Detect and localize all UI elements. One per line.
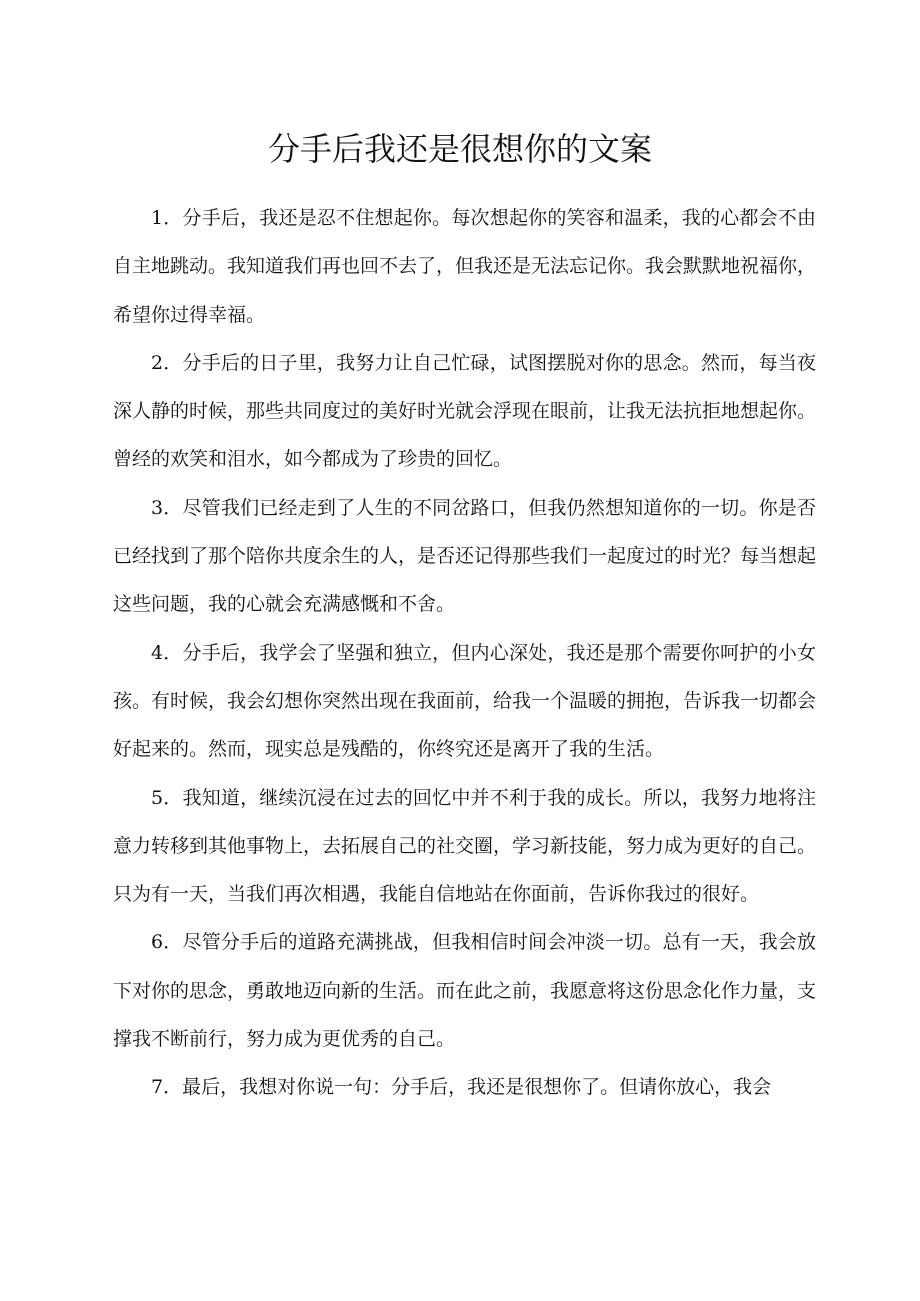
paragraph-7: 7．最后，我想对你说一句：分手后，我还是很想你了。但请你放心，我会 [151,1076,772,1099]
paragraph-5: 5．我知道，继续沉浸在过去的回忆中并不利于我的成长。所以，我努力地将注意力转移到其他事物上，去拓展自己的社交圈，学习新技能，努力成为更好的自己。只为有一天，当我们再次相遇，我能自信地站在你面前，告诉你我过的很好。 [113,786,817,906]
paragraph-4: 4．分手后，我学会了坚强和独立，但内心深处，我还是那个需要你呵护的小女孩。有时候，我会幻想你突然出现在我面前，给我一个温暖的拥抱，告诉我一切都会好起来的。然而，现实总是残酷的，你终究还是离开了我的生活。 [113,641,817,761]
paragraph-3: 3．尽管我们已经走到了人生的不同岔路口，但我仍然想知道你的一切。你是否已经找到了那个陪你共度余生的人，是否还记得那些我们一起度过的时光？每当想起这些问题，我的心就会充满感慨和不舍。 [113,496,817,616]
paragraph-2: 2．分手后的日子里，我努力让自己忙碌，试图摆脱对你的思念。然而，每当夜深人静的时候，那些共同度过的美好时光就会浮现在眼前，让我无法抗拒地想起你。曾经的欢笑和泪水，如今都成为了珍贵的回忆。 [113,351,817,471]
paragraph-6: 6．尽管分手后的道路充满挑战，但我相信时间会冲淡一切。总有一天，我会放下对你的思念，勇敢地迈向新的生活。而在此之前，我愿意将这份思念化作力量，支撑我不断前行，努力成为更优秀的自己。 [113,931,817,1051]
paragraph-1: 1．分手后，我还是忍不住想起你。每次想起你的笑容和温柔，我的心都会不由自主地跳动。我知道我们再也回不去了，但我还是无法忘记你。我会默默地祝福你，希望你过得幸福。 [113,207,817,326]
document-body [113,194,816,1112]
document-title: 分手后我还是很想你的文案 [267,130,652,168]
